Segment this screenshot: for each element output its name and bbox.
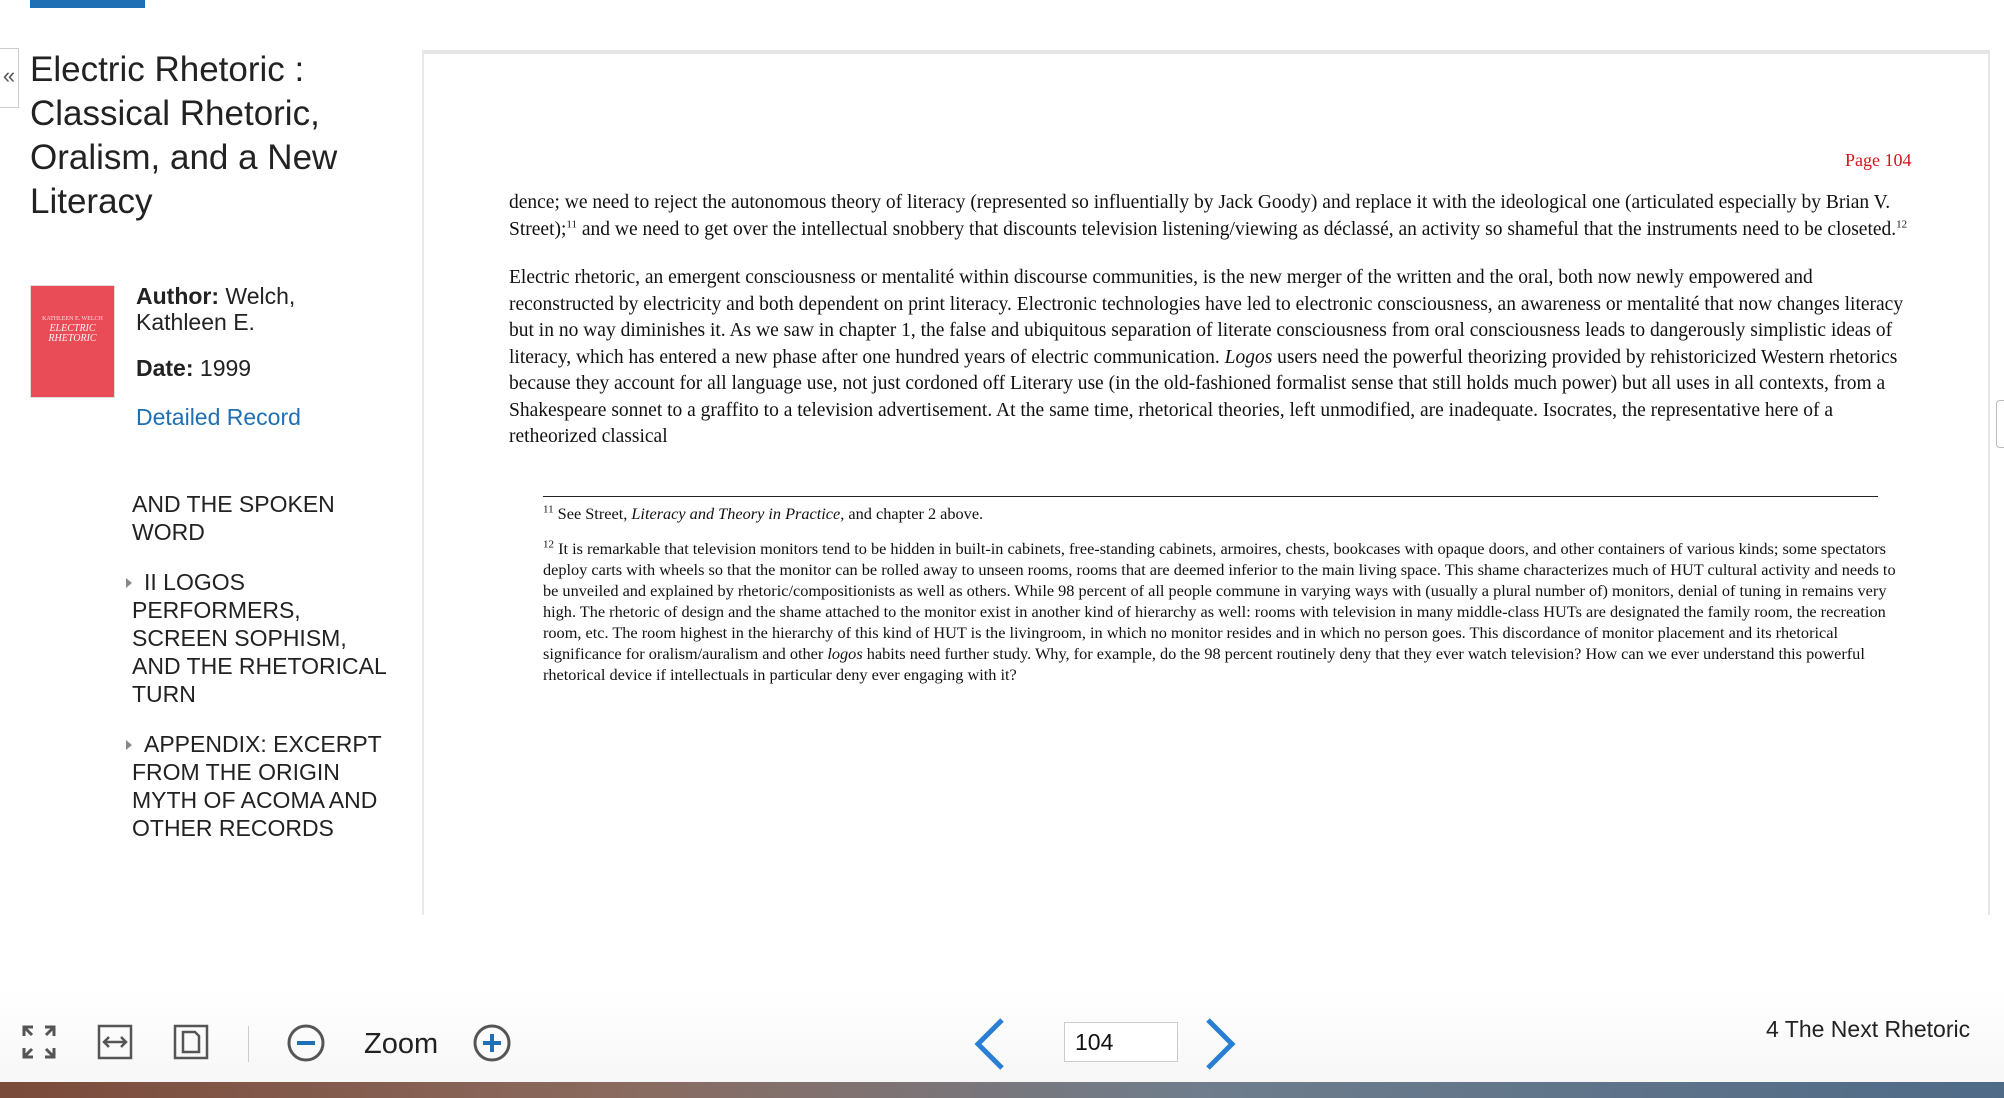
text-run: See Street, (553, 504, 632, 523)
toc-item[interactable] (132, 730, 392, 842)
current-chapter[interactable]: 4 The Next Rhetoric (1766, 1016, 1971, 1042)
text-run-italic: Literacy and Theory in Practice (631, 504, 841, 523)
text-run: Electric rhetoric, an emergent consciousness or mentalité within discourse communities, is the new merger of the written and the oral, both now newly empowered and reconstructed by electricity and both dependent on print literacy. Electronic technologies have led to electronic consciousness, an awareness or mentalité that now changes literacy but in no way diminishes it. As we saw in chapter 1, the false and ubiquitous separation of literate consciousness from oral consciousness leads to dangerously simplistic ideas of literacy, which has entered a new phase after one hundred years of electric communication. (509, 267, 1904, 368)
fit-page-icon[interactable] (172, 1023, 210, 1061)
text-run-italic: Logos (1224, 346, 1273, 368)
text-run: users need the powerful theorizing provided by rehistoricized Western rhetorics because they account for all language use, not just cordoned off Literary use (in the old-fashioned formalist sense that still holds much power) but all uses in all contexts, from a Shakespeare sonnet to a graffito to a television advertisement. At the same time, rhetorical theories, left unmodified, are inadequate. Isocrates, the representative here of a retheorized classical (509, 346, 1898, 447)
toc-item-label: AND THE SPOKEN WORD (132, 491, 335, 545)
detailed-record-link[interactable]: Detailed Record (136, 404, 301, 430)
date-value: 1999 (199, 355, 252, 381)
document-page (424, 50, 1990, 915)
author-value: Welch, Kathleen E. (136, 283, 296, 335)
toc-item-label: APPENDIX: EXCERPT FROM THE ORIGIN MYTH OF ACOMA AND OTHER RECORDS (132, 731, 382, 841)
fullscreen-icon[interactable] (20, 1023, 58, 1061)
date-label: Date: (136, 355, 194, 381)
page-number: Page 104 (1845, 150, 1912, 170)
toc-item-label: II LOGOS PERFORMERS, SCREEN SOPHISM, AND THE RHETORICAL TURN (132, 569, 386, 707)
paragraph (509, 190, 1914, 243)
book-title: Electric Rhetoric : Classical Rhetoric, Oralism, and a New Literacy (30, 50, 338, 221)
date-row (136, 355, 366, 381)
cover-author: KATHLEEN E. WELCH (42, 316, 103, 322)
table-of-contents (132, 490, 392, 864)
cover-title-1: ELECTRIC (49, 323, 96, 334)
footnote-ref[interactable]: 12 (1896, 218, 1908, 230)
zoom-label: Zoom (364, 1028, 439, 1060)
text-run: It is remarkable that television monitors tend to be hidden in built-in cabinets, free-standing cabinets, armoires, chests, bookcases with opaque doors, and other containers of various kinds; some spectators deploy carts with wheels so that the monitor can be rolled away to unseen rooms, rooms that are deemed inferior to the main living space. This shame characterizes much of HUT cultural activity and needs to be unveiled and explained by rhetoric/compositionists as well as others. While 98 percent of all people commune in varying ways with (usually a plural number of) monitors, denial of tuning in remains very high. The rhetoric of design and the shame attached to the monitor exist in another kind of hierarchy as well: rooms with television in many middle-class HUTs are designated the family room, the recreation room, etc. The room highest in the hierarchy of this kind of HUT is the livingroom, in which no monitor resides and in which no person goes. This discordance of monitor placement and its rhetorical significance for oralism/auralism and other (543, 539, 1896, 663)
footnote-number: 12 (543, 538, 554, 551)
expand-caret-icon[interactable] (126, 578, 132, 588)
text-run: dence; we need to reject the autonomous theory of literacy (represented so influentially by Jack Goody) and replace it with the ideological one (articulated especially by Brian V. Street); (509, 192, 1891, 240)
zoom-out-icon[interactable] (286, 1023, 326, 1063)
page-number-input[interactable] (1064, 1022, 1178, 1062)
toc-item[interactable] (132, 490, 392, 546)
prev-page-icon[interactable] (972, 1016, 1008, 1072)
cover-title-2: RHETORIC (48, 333, 97, 344)
footnotes (543, 503, 1908, 699)
book-cover[interactable] (30, 285, 115, 398)
text-run-italic: logos (827, 644, 863, 663)
next-page-icon[interactable] (1202, 1016, 1238, 1072)
text-run: and we need to get over the intellectual snobbery that discounts television listening/viewing as déclassé, an activity so shameful that the instruments need to be closeted. (577, 218, 1897, 240)
zoom-in-icon[interactable] (472, 1023, 512, 1063)
sidebar (0, 0, 420, 990)
scroll-handle[interactable] (1996, 400, 2004, 448)
text-run: habits need further study. Why, for example, do the 98 percent routinely deny that they ever watch television? How can we ever understand this powerful rhetorical device if intellectuals in particular deny ever engaging with it? (543, 644, 1865, 684)
footnote-number: 11 (543, 503, 554, 516)
footnote-ref[interactable]: 11 (566, 218, 577, 230)
footnote (543, 503, 1908, 524)
fit-width-icon[interactable] (96, 1023, 134, 1061)
footnote-separator (543, 496, 1878, 497)
collapse-sidebar-icon[interactable]: « (0, 48, 19, 108)
book-metadata (136, 283, 366, 401)
footnote (543, 538, 1908, 685)
toc-item[interactable] (132, 568, 392, 708)
page-body (509, 190, 1914, 473)
desktop-dock-strip (0, 1082, 2004, 1098)
toolbar-divider (248, 1026, 249, 1062)
author-row (136, 283, 366, 335)
text-run: , and chapter 2 above. (840, 504, 984, 523)
expand-caret-icon[interactable] (126, 740, 132, 750)
author-label: Author: (136, 283, 220, 309)
paragraph (509, 265, 1914, 451)
